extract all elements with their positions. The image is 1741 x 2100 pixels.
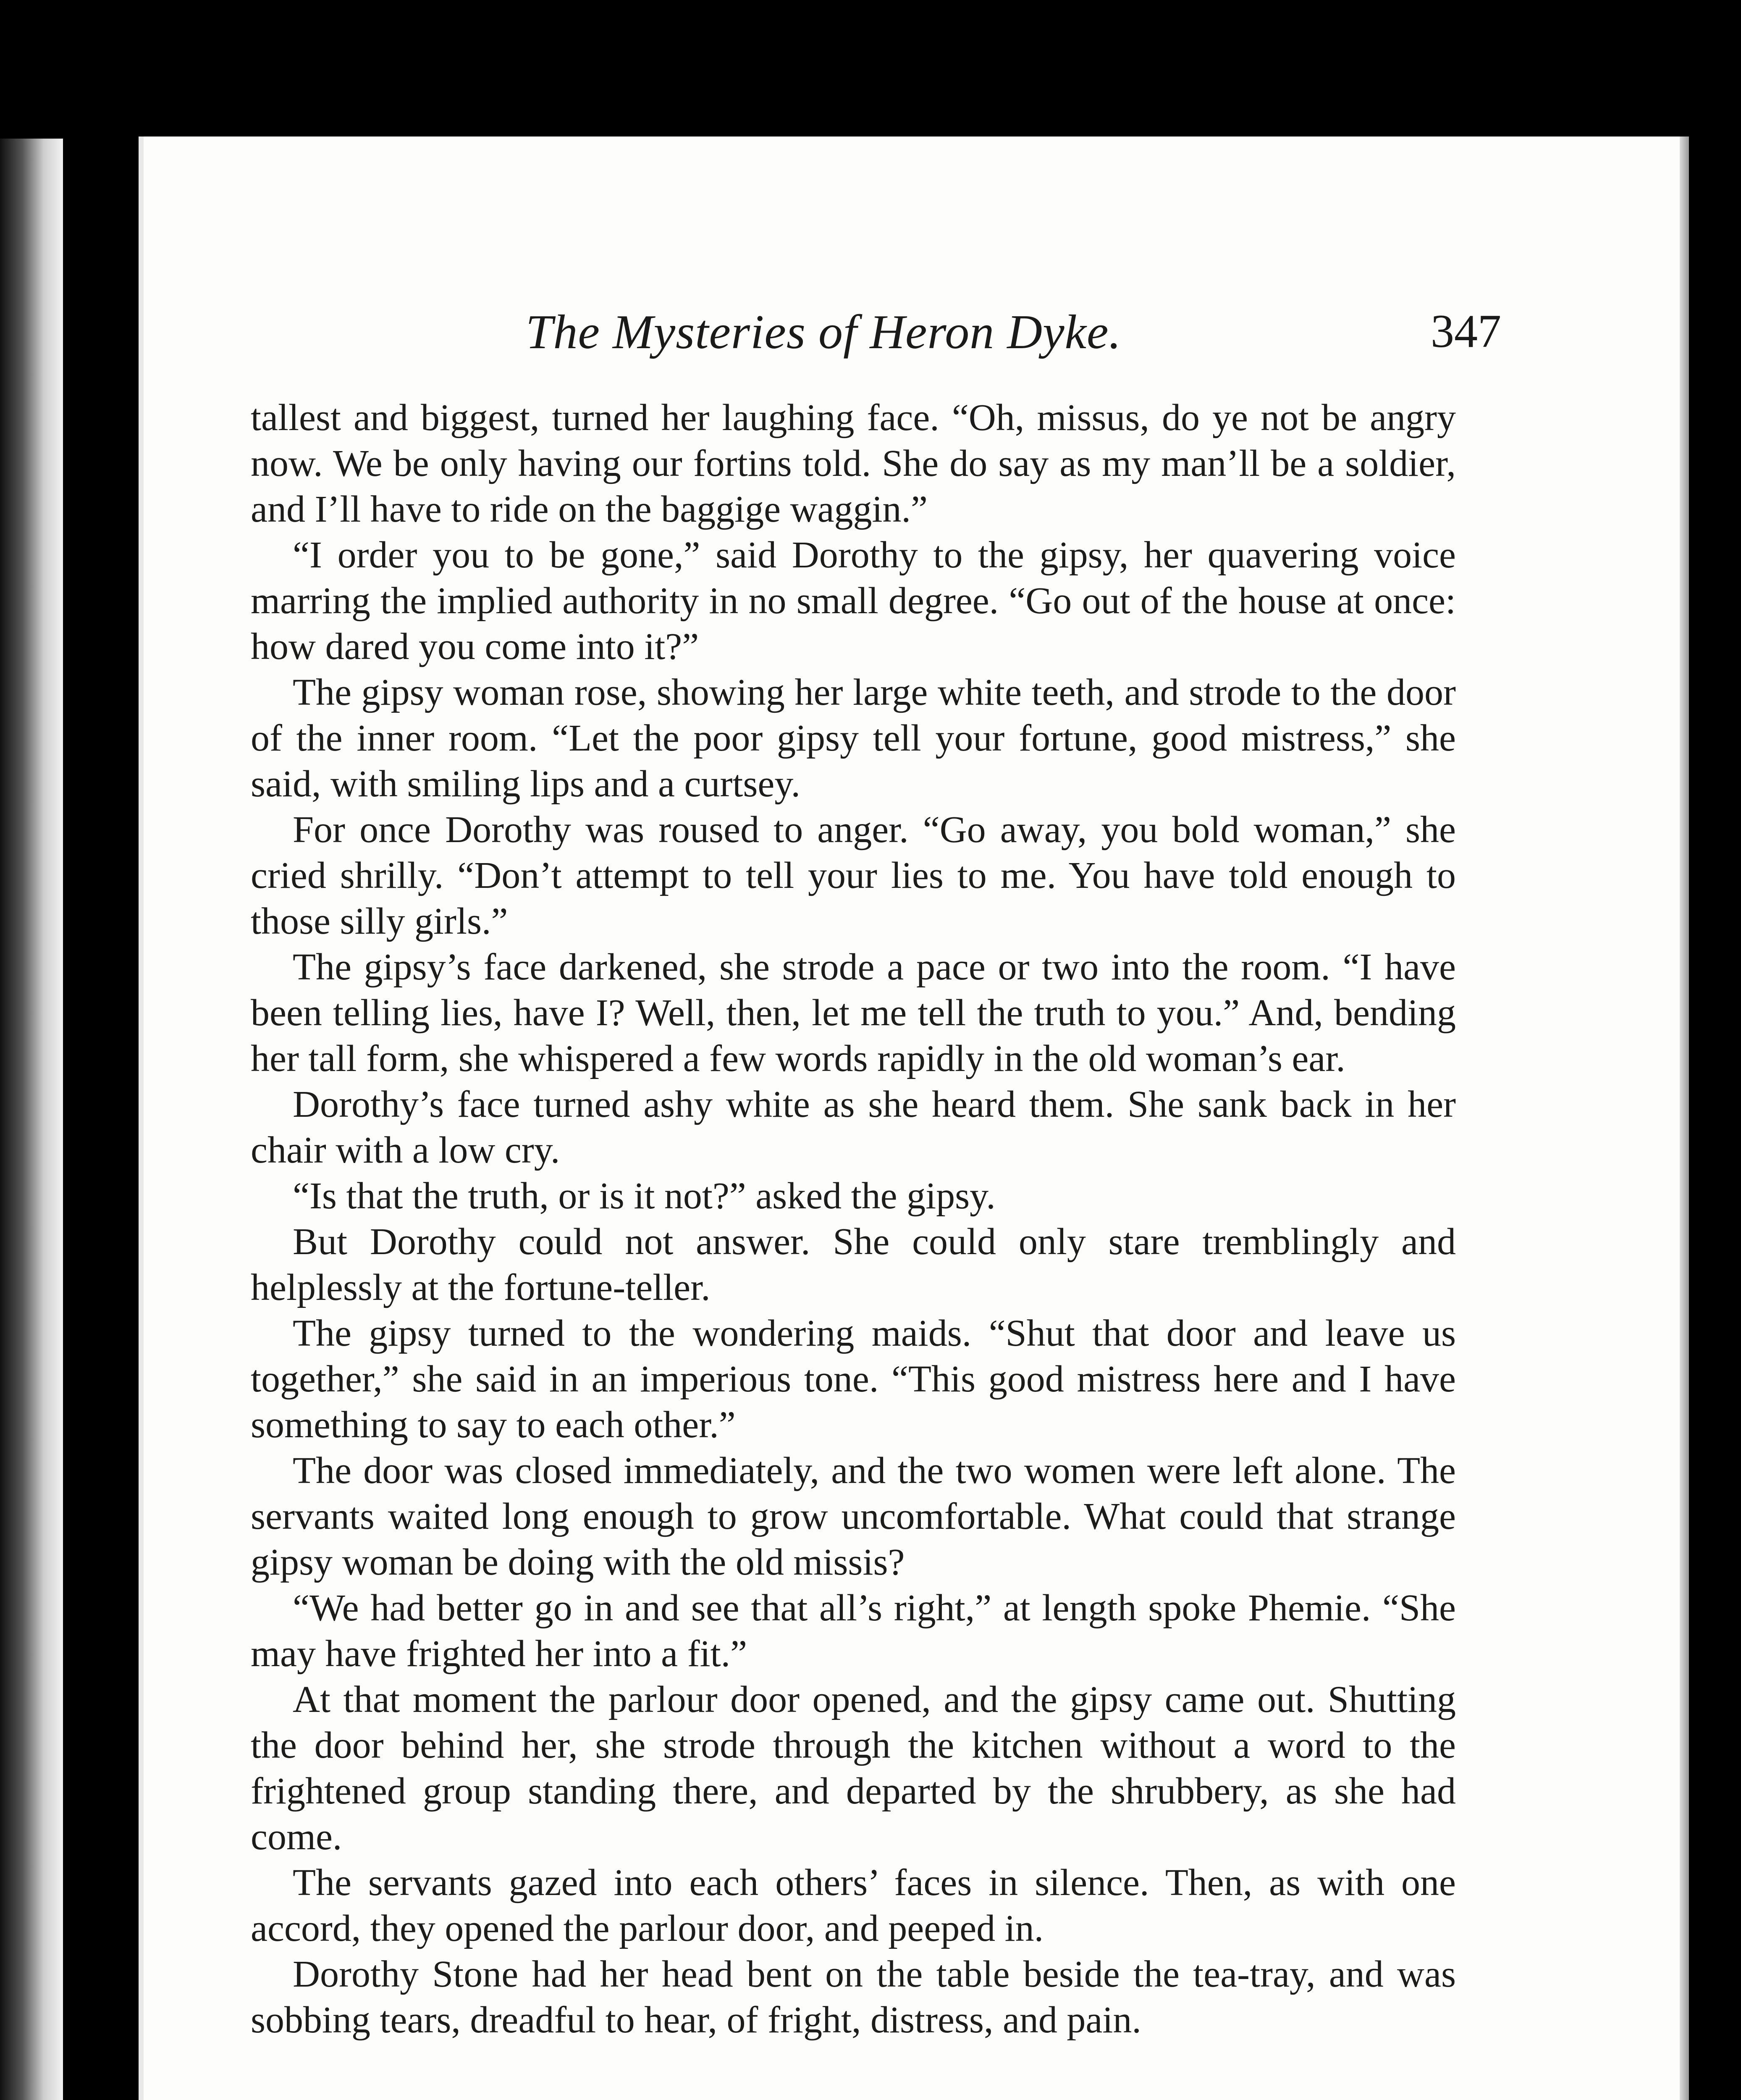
- paragraph: The servants gazed into each others’ faces in silence. Then, as with one accord, they opened the parlour door, and peeped in.: [251, 1862, 1456, 1949]
- paragraph: Dorothy Stone had her head bent on the table beside the tea-tray, and was sobbing tears, dreadful to hear, of fright, distress, and pain.: [251, 1953, 1456, 2041]
- paragraph: “We had better go in and see that all’s right,” at length spoke Phemie. “She may have frighted her into a fit.”: [251, 1587, 1456, 1675]
- book-binding-edge: [0, 139, 63, 2100]
- book-page: [139, 136, 1689, 2100]
- paragraph: “I order you to be gone,” said Dorothy to the gipsy, her quavering voice marring the implied authority in no small degree. “Go out of the house at once: how dared you come into it?”: [251, 534, 1456, 667]
- paragraph: At that moment the parlour door opened, and the gipsy came out. Shutting the door behind her, she strode through the kitchen without a word to the frightened group standing there, and departed by the shrubbery, as she had come.: [251, 1679, 1456, 1858]
- page-edge: [1680, 136, 1689, 2100]
- paragraph: The door was closed immediately, and the two women were left alone. The servants waited long enough to grow uncomfortable. What could that strange gipsy woman be doing with the old missis?: [251, 1450, 1456, 1583]
- paragraph: The gipsy woman rose, showing her large white teeth, and strode to the door of the inner room. “Let the poor gipsy tell your fortune, good mistress,” she said, with smiling lips and a curtsey.: [251, 672, 1456, 805]
- running-title: The Mysteries of Heron Dyke.: [526, 305, 1122, 359]
- paragraph: tallest and biggest, turned her laughing face. “Oh, missus, do ye not be angry now. We be only having our fortins told. She do say as my man’ll be a soldier, and I’ll have to ride on the baggige waggin.”: [251, 397, 1456, 530]
- page-header: [144, 304, 1689, 372]
- paragraph: The gipsy turned to the wondering maids. “Shut that door and leave us together,” she said in an imperious tone. “This good mistress here and I have something to say to each other.”: [251, 1312, 1456, 1446]
- page-number: 347: [1431, 305, 1501, 357]
- paragraph: Dorothy’s face turned ashy white as she heard them. She sank back in her chair with a low cry.: [251, 1084, 1456, 1171]
- paragraph: But Dorothy could not answer. She could only stare tremblingly and helplessly at the fortune-teller.: [251, 1221, 1456, 1308]
- paragraph: The gipsy’s face darkened, she strode a pace or two into the room. “I have been telling lies, have I? Well, then, let me tell the truth to you.” And, bending her tall form, she whispered a few words rapidly in the old woman’s ear.: [251, 946, 1456, 1079]
- body-text: [251, 395, 1456, 2043]
- paragraph: “Is that the truth, or is it not?” asked the gipsy.: [293, 1175, 996, 1217]
- paragraph: For once Dorothy was roused to anger. “Go away, you bold woman,” she cried shrilly. “Don’t attempt to tell your lies to me. You have told enough to those silly girls.”: [251, 809, 1456, 942]
